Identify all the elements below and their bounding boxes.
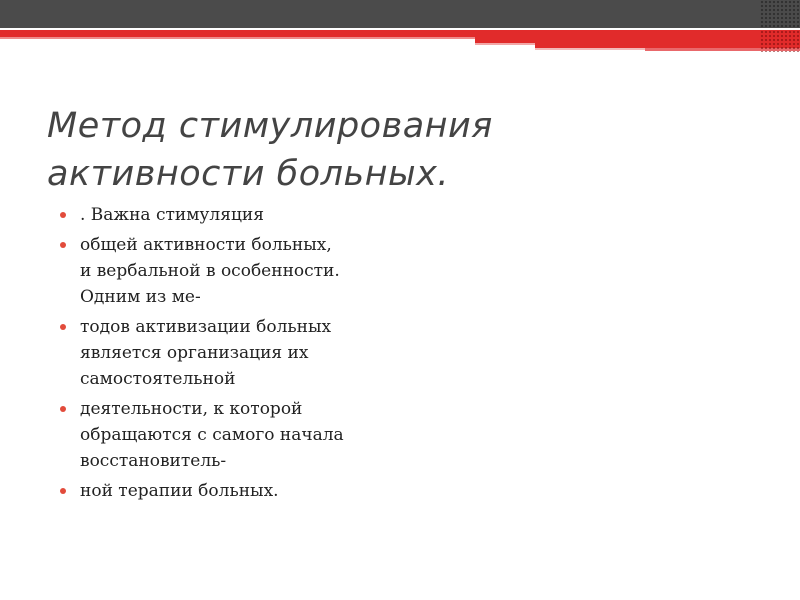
- bullet-dot-icon: [60, 324, 66, 330]
- bullet-dot-icon: [60, 488, 66, 494]
- bullet-item: [60, 478, 420, 504]
- bullet-dot-icon: [60, 242, 66, 248]
- bullet-text: тодов активизации больных является организация их самостоятельной: [80, 317, 332, 389]
- bullet-item: [60, 314, 420, 392]
- bullet-dot-icon: [60, 212, 66, 218]
- bullet-text: ной терапии больных.: [80, 481, 279, 501]
- bullet-text: деятельности, к которой обращаются с самого начала восстановитель-: [80, 399, 344, 471]
- slide-title: [47, 102, 747, 198]
- accent-step: [475, 43, 535, 45]
- bullet-dot-icon: [60, 406, 66, 412]
- bullet-item: [60, 396, 420, 474]
- accent-stripe-thin: [0, 37, 475, 39]
- header-bar: [0, 0, 800, 28]
- accent-step: [535, 48, 645, 50]
- slide-title-line: Метод стимулирования: [47, 106, 493, 146]
- bullet-list: [60, 202, 420, 508]
- accent-dot-pattern: [760, 30, 800, 52]
- bullet-text: общей активности больных, и вербальной в особенности. Одним из ме-: [80, 235, 340, 307]
- header-dot-pattern: [760, 0, 800, 28]
- accent-stripe: [0, 30, 800, 37]
- bullet-item: [60, 202, 420, 228]
- bullet-text: . Важна стимуляция: [80, 205, 264, 225]
- slide-title-line: активности больных.: [47, 154, 450, 194]
- bullet-item: [60, 232, 420, 310]
